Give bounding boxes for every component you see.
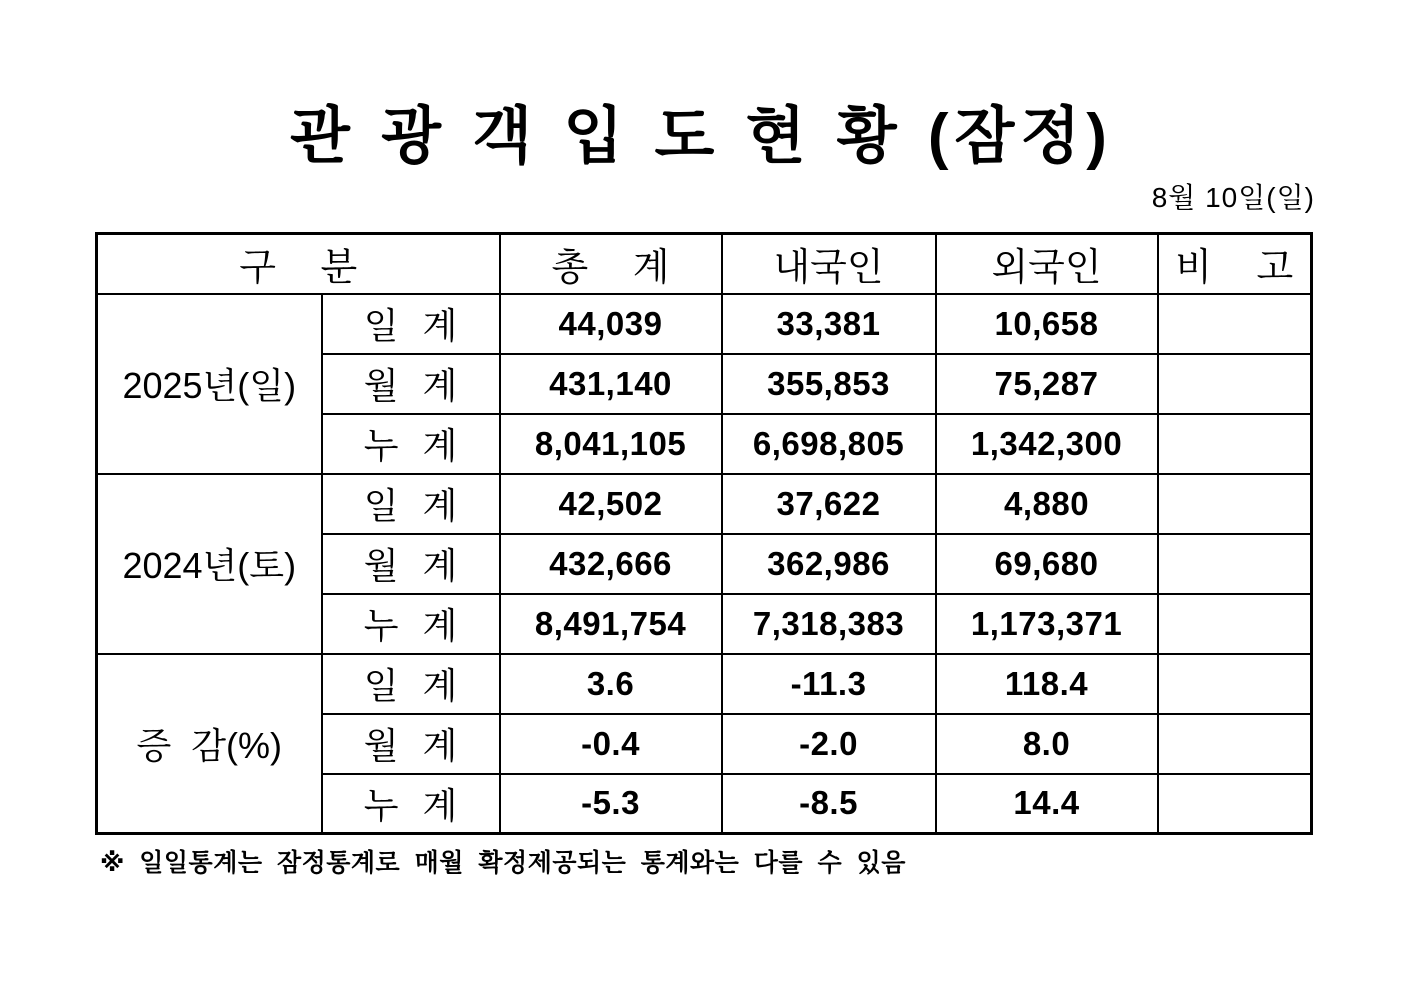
total-value-cell: 44,039: [500, 294, 722, 354]
domestic-value-cell: 37,622: [722, 474, 936, 534]
year-cell-2024: 2024년(토): [97, 474, 322, 654]
total-value-cell: 8,491,754: [500, 594, 722, 654]
page-title: 관 광 객 입 도 현 황 (잠정): [290, 102, 1113, 171]
domestic-value-cell: 6,698,805: [722, 414, 936, 474]
header-total: 총 계: [500, 234, 722, 294]
total-value-cell: 431,140: [500, 354, 722, 414]
year-cell-2025: 2025년(일): [97, 294, 322, 474]
tourist-stats-table: [95, 232, 1313, 835]
row-label-cell: 일 계: [322, 654, 500, 714]
total-value-cell: 42,502: [500, 474, 722, 534]
domestic-value-cell: 355,853: [722, 354, 936, 414]
row-label-cell: 누 계: [322, 774, 500, 834]
header-foreign: 외국인: [936, 234, 1158, 294]
domestic-value-cell: 33,381: [722, 294, 936, 354]
total-value-cell: 8,041,105: [500, 414, 722, 474]
header-note: 비 고: [1158, 234, 1312, 294]
header-row: [97, 234, 1312, 294]
row-label-cell: 누 계: [322, 414, 500, 474]
foreign-value-cell: 75,287: [936, 354, 1158, 414]
domestic-value-cell: -2.0: [722, 714, 936, 774]
note-cell: [1158, 594, 1312, 654]
total-value-cell: 432,666: [500, 534, 722, 594]
report-date: 8월 10일(일): [1151, 182, 1315, 213]
note-cell: [1158, 774, 1312, 834]
row-label-cell: 일 계: [322, 294, 500, 354]
foreign-value-cell: 1,173,371: [936, 594, 1158, 654]
note-cell: [1158, 294, 1312, 354]
domestic-value-cell: -11.3: [722, 654, 936, 714]
domestic-value-cell: 7,318,383: [722, 594, 936, 654]
domestic-value-cell: -8.5: [722, 774, 936, 834]
row-label-cell: 월 계: [322, 714, 500, 774]
table-row: [97, 654, 1312, 714]
row-label-cell: 월 계: [322, 354, 500, 414]
note-cell: [1158, 354, 1312, 414]
row-label-cell: 누 계: [322, 594, 500, 654]
foreign-value-cell: 1,342,300: [936, 414, 1158, 474]
header-domestic: 내국인: [722, 234, 936, 294]
table-row: [97, 294, 1312, 354]
foreign-value-cell: 10,658: [936, 294, 1158, 354]
footnote: ※ 일일통계는 잠정통계로 매월 확정제공되는 통계와는 다를 수 있음: [100, 849, 906, 877]
total-value-cell: -0.4: [500, 714, 722, 774]
total-value-cell: -5.3: [500, 774, 722, 834]
foreign-value-cell: 69,680: [936, 534, 1158, 594]
foreign-value-cell: 8.0: [936, 714, 1158, 774]
note-cell: [1158, 474, 1312, 534]
foreign-value-cell: 4,880: [936, 474, 1158, 534]
table-row: [97, 474, 1312, 534]
note-cell: [1158, 654, 1312, 714]
foreign-value-cell: 118.4: [936, 654, 1158, 714]
note-cell: [1158, 534, 1312, 594]
year-cell-change: 증 감(%): [97, 654, 322, 834]
total-value-cell: 3.6: [500, 654, 722, 714]
note-cell: [1158, 714, 1312, 774]
domestic-value-cell: 362,986: [722, 534, 936, 594]
foreign-value-cell: 14.4: [936, 774, 1158, 834]
note-cell: [1158, 414, 1312, 474]
header-gubun: 구 분: [97, 234, 500, 294]
row-label-cell: 일 계: [322, 474, 500, 534]
row-label-cell: 월 계: [322, 534, 500, 594]
